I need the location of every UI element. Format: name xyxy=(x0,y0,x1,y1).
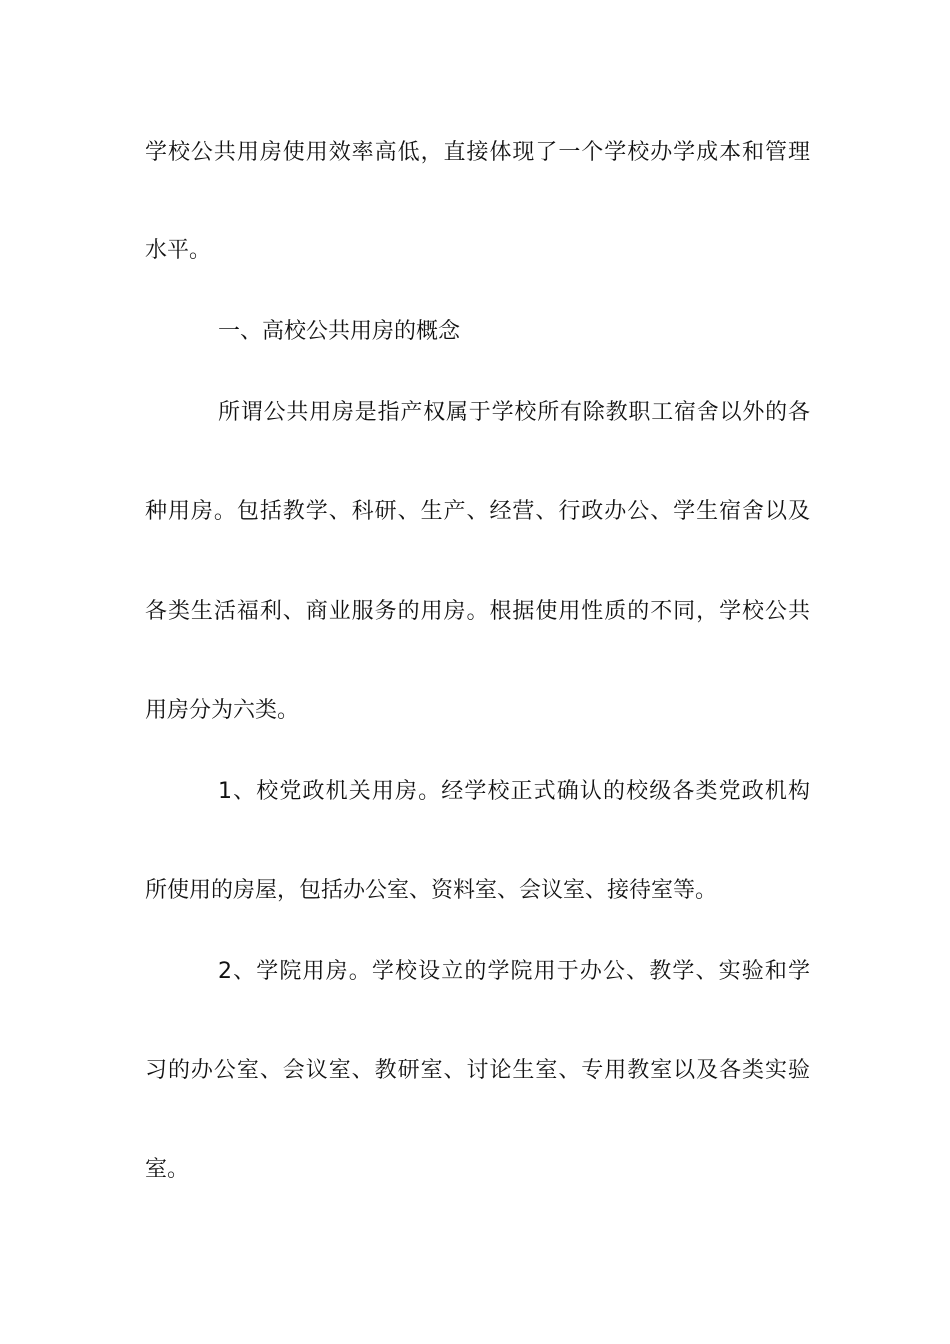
list-item-2-line-2: 习的办公室、会议室、教研室、讨论生室、专用教室以及各类实验 xyxy=(145,1058,810,1083)
paragraph-line-1: 学校公共用房使用效率高低，直接体现了一个学校办学成本和管理 xyxy=(145,140,810,165)
section-heading: 一、高校公共用房的概念 xyxy=(218,319,461,344)
list-item-1-line-2: 所使用的房屋，包括办公室、资料室、会议室、接待室等。 xyxy=(145,878,718,903)
paragraph-line-3: 所谓公共用房是指产权属于学校所有除教职工宿舍以外的各 xyxy=(218,400,810,425)
paragraph-line-4: 种用房。包括教学、科研、生产、经营、行政办公、学生宿舍以及 xyxy=(145,499,810,524)
list-item-2-line-1: 2、学院用房。学校设立的学院用于办公、教学、实验和学 xyxy=(218,959,810,984)
list-item-1-line-1: 1、校党政机关用房。经学校正式确认的校级各类党政机构 xyxy=(218,779,810,804)
paragraph-line-6: 用房分为六类。 xyxy=(145,698,300,723)
paragraph-line-5: 各类生活福利、商业服务的用房。根据使用性质的不同，学校公共 xyxy=(145,599,810,624)
list-item-2-line-3: 室。 xyxy=(145,1157,190,1182)
paragraph-line-2: 水平。 xyxy=(145,238,212,263)
